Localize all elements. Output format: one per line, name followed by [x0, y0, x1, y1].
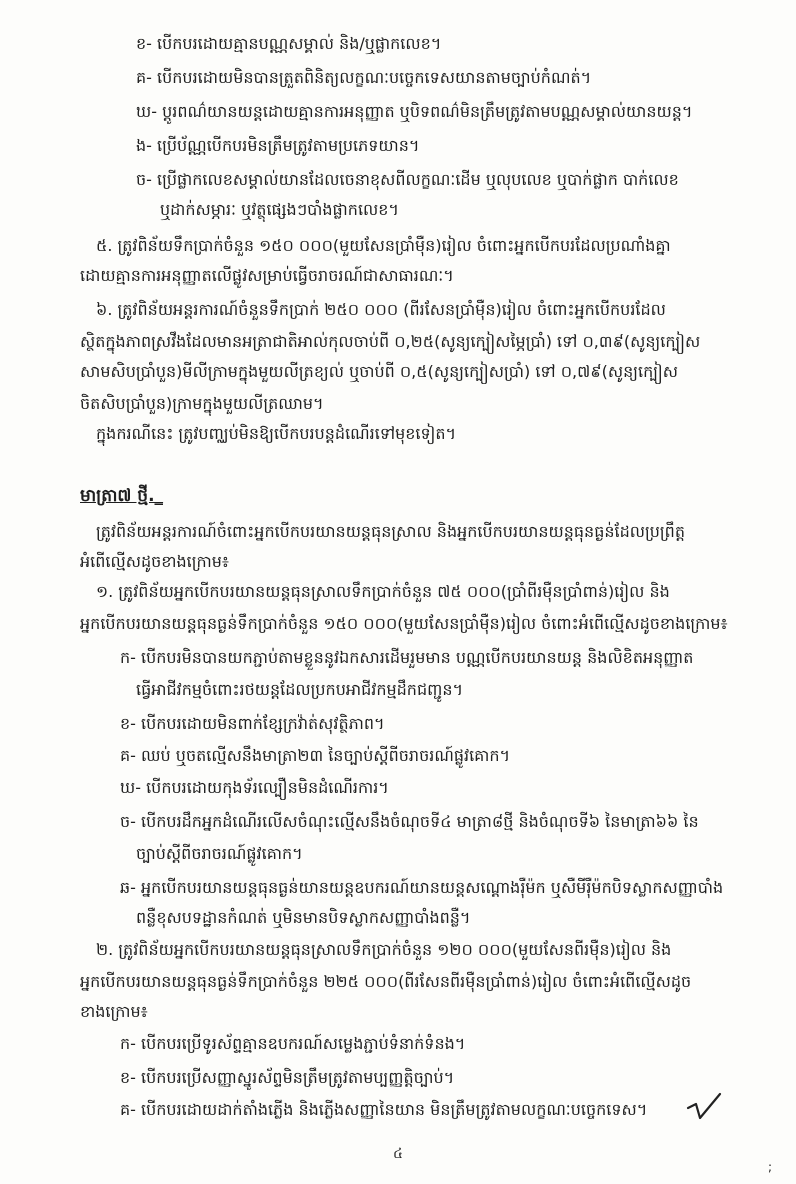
text-line: ចិតសិបប្រាំបួន)ក្រាមក្នុងមួយលីត្រឈាម។ [80, 394, 324, 413]
text-line: ឃ- បើកបរដោយកុងទ័រល្បឿនមិនដំណើរការ។ [120, 778, 389, 797]
text-line: ដោយគ្មានការអនុញ្ញាតលើផ្លូវសម្រាប់ធ្វើចរាចរណ៍ជាសាធារណៈ។ [80, 266, 454, 285]
text-line: ៥. ត្រូវពិន័យទឹកប្រាក់ចំនួន ១៥០ ០០០(មួយសែនប្រាំម៉ឺន)រៀល ចំពោះអ្នកបើកបរដែលប្រណាំងគ្នា [96, 236, 671, 255]
text-line: អ្នកបើកបរយានយន្តធុនធ្ងន់ទឹកប្រាក់ចំនួន ២២៥ ០០០(ពីរសែនពីរម៉ឺនប្រាំពាន់)រៀល ចំពោះអំពើល្មើសដូច [80, 972, 692, 991]
text-line: អ្នកបើកបរយានយន្តធុនធ្ងន់ទឹកប្រាក់ចំនួន ១៥០ ០០០(មួយសែនប្រាំម៉ឺន)រៀល ចំពោះអំពើល្មើសដូចខាងក្រោម៖ [80, 614, 728, 633]
text-line: ៦. ត្រូវពិន័យអន្តរការណ៍ចំនួនទឹកប្រាក់ ២៥០ ០០០ (ពីរសែនប្រាំម៉ឺន)រៀល ចំពោះអ្នកបើកបរដែល [96, 300, 666, 319]
text-line: ១. ត្រូវពិន័យអ្នកបើកបរយានយន្តធុនស្រាលទឹកប្រាក់ចំនួន ៧៥ ០០០(ប្រាំពីរម៉ឺនប្រាំពាន់)រៀល និង [96, 582, 670, 601]
text-line: ២. ត្រូវពិន័យអ្នកបើកបរយានយន្តធុនស្រាលទឹកប្រាក់ចំនួន ១២០ ០០០(មួយសែនពីរម៉ឺន)រៀល និង [96, 940, 672, 959]
text-line: ខ- បើកបរប្រើសញ្ញាស្នូរស័ព្ទមិនត្រឹមត្រូវតាមប្បញ្ញត្តិច្បាប់។ [120, 1068, 455, 1087]
text-line: គ- បើកបរដោយដាក់តាំងភ្លើង និងភ្លើងសញ្ញានៃយាន មិនត្រឹមត្រូវតាមលក្ខណៈបច្ចេកទេស។ [120, 1100, 648, 1119]
text-line: ក- បើកបរមិនបានយកភ្ជាប់តាមខ្លួននូវឯកសារដើមរួមមាន បណ្ណបើកបរយានយន្ត និងលិខិតអនុញ្ញាត [120, 648, 694, 667]
text-line: ស្ថិតក្នុងភាពស្រវឹងដែលមានអត្រាជាតិអាល់កុលចាប់ពី ០,២៥(សូន្យក្បៀសម្ភៃប្រាំ) ទៅ ០,៣៩(សូន្យក្បៀស [80, 332, 701, 351]
text-line: ច- ប្រើផ្លាកលេខសម្គាល់យានដែលចេនាខុសពីលក្ខណៈដើម ឬលុបលេខ ឬបាក់ផ្លាក បាក់លេខ [136, 170, 679, 189]
text-line: សាមសិបប្រាំបួន)មីលីក្រាមក្នុងមួយលីត្រខ្យល់ ឬចាប់ពី ០,៥(សូន្យក្បៀសប្រាំ) ទៅ ០,៧៩(សូន្យក្បៀស [80, 362, 678, 381]
text-line: ង- ប្រើប័ណ្ណបើកបរមិនត្រឹមត្រូវតាមប្រភេទយាន។ [136, 136, 420, 155]
text-line: ធ្វើអាជីវកម្មចំពោះរថយន្តដែលប្រកបអាជីវកម្មដឹកជញ្ជូន។ [136, 680, 464, 699]
text-line: ខាងក្រោម៖ [80, 1002, 148, 1021]
text-line: ក្នុងករណីនេះ ត្រូវបញ្ឈប់មិនឱ្យបើកបរបន្តដំណើរទៅមុខទៀត។ [96, 424, 457, 443]
text-line: ត្រូវពិន័យអន្តរការណ៍ចំពោះអ្នកបើកបរយានយន្តធុនស្រាល និងអ្នកបើកបរយានយន្តធុនធ្ងន់ដែលប្រព្រឹត្ត [96, 522, 685, 541]
handwritten-tick-icon [684, 1092, 724, 1122]
text-line: ឬដាក់សម្ភារៈ ឬវត្ថុផ្សេងៗបាំងផ្លាកលេខ។ [160, 200, 399, 219]
article-heading: មាត្រា៧ ថ្មី._ [80, 486, 164, 506]
text-line: ខ- បើកបរដោយគ្មានបណ្ណសម្គាល់ និង/ឬផ្លាកលេខ។ [136, 34, 442, 53]
text-line: ច្បាប់ស្តីពីចរាចរណ៍ផ្លូវគោក។ [136, 844, 303, 863]
page-number: ៤ [393, 1146, 403, 1162]
text-line: អំពើល្មើសដូចខាងក្រោម៖ [80, 552, 229, 571]
text-line: ខ- បើកបរដោយមិនពាក់ខ្សែក្រវ៉ាត់សុវត្ថិភាព។ [120, 714, 385, 733]
text-line: ពន្លឺខុសបទដ្ឋានកំណត់ ឬមិនមានបិទស្លាកសញ្ញាបាំងពន្លឺ។ [136, 908, 471, 927]
text-line: គ- បើកបរដោយមិនបានត្រួតពិនិត្យលក្ខណៈបច្ចេកទេសយានតាមច្បាប់កំណត់។ [136, 68, 592, 87]
text-line: ក- បើកបរប្រើទូរស័ព្ទគ្មានឧបករណ៍សម្លេងភ្ជាប់ទំនាក់ទំនង។ [120, 1034, 466, 1053]
text-line: ច- បើកបរដឹកអ្នកដំណើរលើសចំណុះល្មើសនឹងចំណុចទី៤ មាត្រា៨ថ្មី និងចំណុចទី៦ នៃមាត្រា៦៦ នៃ [120, 812, 699, 831]
corner-mark: ; [768, 1160, 773, 1174]
text-line: ឃ- ប្តូរពណ៌យានយន្តដោយគ្មានការអនុញ្ញាត ឬបិទពណ៌មិនត្រឹមត្រូវតាមបណ្ណសម្គាល់យានយន្ត។ [136, 102, 693, 121]
text-line: ឆ- អ្នកបើកបរយានយន្តធុនធ្ងន់យានយន្តឧបករណ៍យានយន្តសណ្តោងរ៉ឺម៉ក ឬសឺមីរ៉ឺម៉កបិទស្លាកសញ្ញាបាំង [120, 878, 724, 897]
text-line: គ- ឈប់ ឬចតល្មើសនឹងមាត្រា២៣ នៃច្បាប់ស្តីពីចរាចរណ៍ផ្លូវគោក។ [120, 746, 511, 765]
